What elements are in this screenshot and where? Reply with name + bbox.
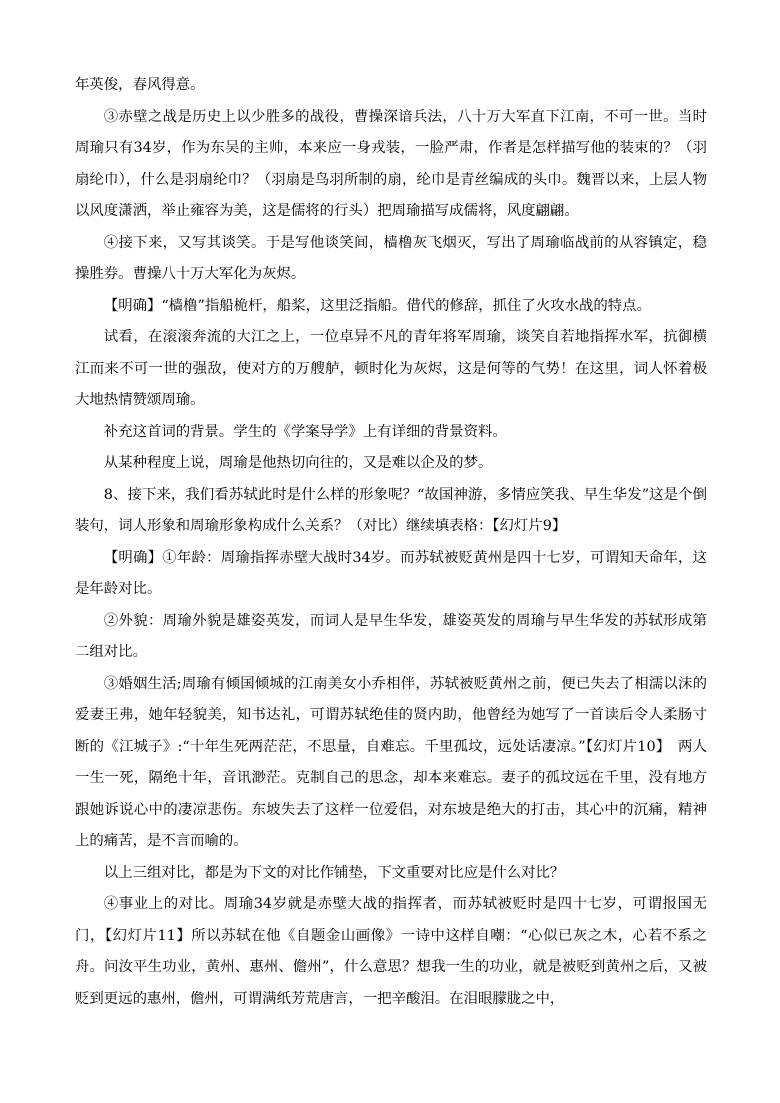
paragraph-attire: ③赤壁之战是历史上以少胜多的战役，曹操深谙兵法，八十万大军直下江南，不可一世。当时周瑜只有34岁，作为东吴的主帅，本来应一身戎装，一脸严肃，作者是怎样描写他的装束的？（羽扇纶巾），什么是羽扇纶巾？（羽扇是鸟羽所制的扇，纶巾是青丝编成的头巾。魏晋以来，上层人物以风度潇洒，举止雍容为美，这是儒将的行头）把周瑜描写成儒将，风度翩翩。	[75, 108, 707, 219]
paragraph-clarify-qianglu: 【明确】“樯橹”指船桅杆，船桨，这里泛指船。借代的修辞，抓住了火攻水战的特点。	[103, 297, 651, 314]
paragraph-dream: 从某种程度上说，周瑜是他热切向往的，又是难以企及的梦。	[103, 455, 493, 471]
paragraph-imagine: 试看，在滚滚奔流的大江之上，一位卓异不凡的青年将军周瑜，谈笑自若地指挥水军，抗御横江而来不可一世的强敌，使对方的万艘舻，顿时化为灰烬，这是何等的气势！在这里，词人怀着极大地热情赞颂周瑜。	[75, 329, 707, 408]
paragraph-continuation: 年英俊，春风得意。	[75, 77, 205, 93]
paragraph-background: 补充这首词的背景。学生的《学案导学》上有详细的背景资料。	[103, 423, 507, 440]
paragraph-talk-laugh: ④接下来，又写其谈笑。于是写他谈笑间，樯橹灰飞烟灭，写出了周瑜临战前的从容镇定，稳操胜券。曹操八十万大军化为灰烬。	[75, 234, 707, 282]
paragraph-transition: 以上三组对比，都是为下文的对比作铺垫，下文重要对比应是什么对比？	[103, 864, 565, 881]
paragraph-appearance-contrast: ②外貌：周瑜外貌是雄姿英发，而词人是早生华发，雄姿英发的周瑜与早生华发的苏轼形成第二组对比。	[75, 612, 707, 660]
paragraph-career-contrast: ④事业上的对比。周瑜34岁就是赤壁大战的指挥者，而苏轼被贬时是四十七岁，可谓报国无门，【幻灯片11】所以苏轼在他《自题金山画像》一诗中这样自嘲：“心似已灰之木，心若不系之舟。问汝平生功业，黄州、惠州、儋州”，什么意思？想我一生的功业，就是被贬到黄州之后，又被贬到更远的惠州，儋州，可谓满纸芳荒唐言，一把辛酸泪。在泪眼朦胧之中，	[75, 896, 707, 1007]
document-page	[75, 70, 707, 1015]
paragraph-marriage-contrast: ③婚姻生活;周瑜有倾国倾城的江南美女小乔相伴，苏轼被贬黄州之前，便已失去了相濡以沫的爱妻王弗，她年轻貌美，知书达礼，可谓苏轼绝佳的贤内助，他曾经为她写了一首读后令人柔肠寸断的《江城子》:“十年生死两茫茫，不思量，自难忘。千里孤坟，远处话凄凉。”【幻灯片10】 两人一生一死，隔绝十年，音讯渺茫。克制自己的思念，却本来难忘。妻子的孤坟远在千里，没有地方跟她诉说心中的凄凉悲伤。东坡失去了这样一位爱侣，对东坡是绝大的打击，其心中的沉痛，精神上的痛苦，是不言而喻的。	[75, 675, 707, 849]
paragraph-age-contrast: 【明确】①年龄：周瑜指挥赤壁大战时34岁。而苏轼被贬黄州是四十七岁，可谓知天命年，这是年龄对比。	[75, 549, 707, 597]
paragraph-question-8: 8、接下来，我们看苏轼此时是什么样的形象呢？“故国神游，多情应笑我、早生华发”这是个倒装句，词人形象和周瑜形象构成什么关系？（对比）继续填表格：【幻灯片9】	[75, 486, 707, 534]
